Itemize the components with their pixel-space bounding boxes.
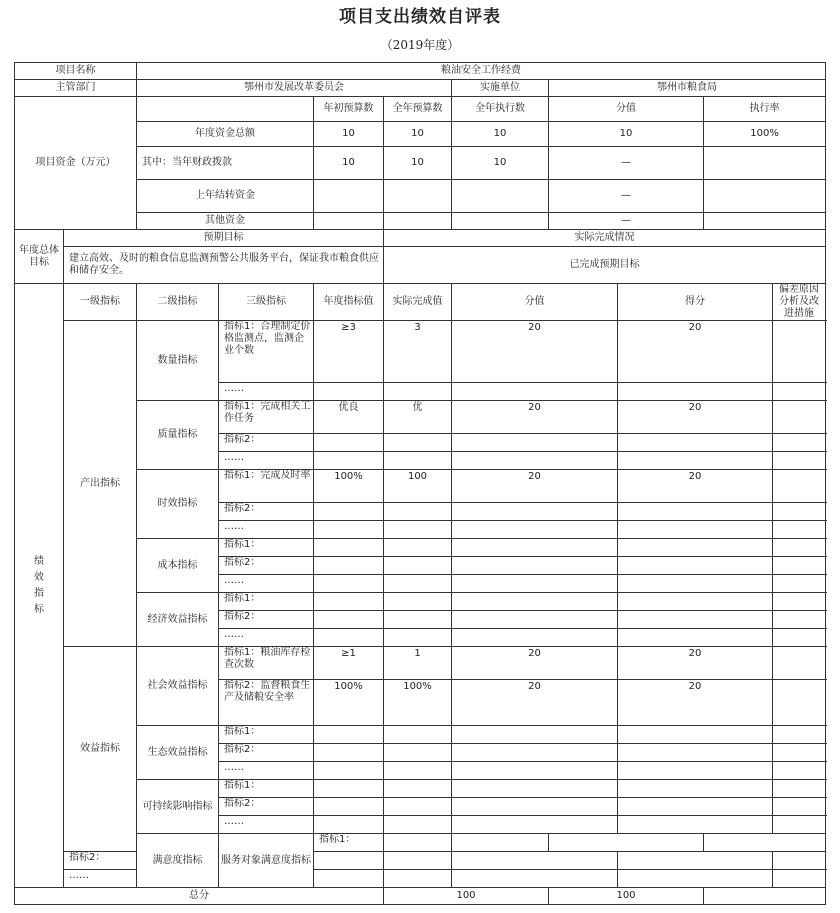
funds-value — [704, 180, 826, 213]
funds-value — [384, 180, 452, 213]
annual-target: ≥1 — [314, 647, 384, 680]
score-got — [618, 852, 773, 870]
annual-target — [314, 557, 384, 575]
funds-value — [314, 213, 384, 230]
project-name-value: 粮油安全工作经费 — [137, 63, 826, 80]
score-value — [452, 852, 618, 870]
actual-value — [384, 780, 452, 798]
expected-label: 预期目标 — [64, 230, 384, 247]
funds-value: — — [549, 180, 704, 213]
score-got — [618, 452, 773, 470]
perf-header: 得分 — [618, 284, 773, 321]
level3-indicator: 指标1：合理制定价格监测点，监测企业个数 — [219, 321, 314, 383]
total-note — [704, 888, 826, 905]
annual-target — [314, 521, 384, 539]
deviation-note — [773, 780, 826, 798]
level3-indicator: …… — [219, 629, 314, 647]
actual-value: 100% — [384, 680, 452, 726]
actual-value — [384, 452, 452, 470]
annual-target — [384, 834, 452, 852]
annual-target — [314, 503, 384, 521]
perf-header: 分值 — [452, 284, 618, 321]
deviation-note — [773, 611, 826, 629]
table-row — [15, 230, 826, 247]
deviation-note — [773, 593, 826, 611]
level3-indicator: 指标1： — [219, 593, 314, 611]
funds-value: — — [549, 147, 704, 180]
table-row — [15, 247, 826, 284]
annual-target — [314, 726, 384, 744]
annual-target — [314, 852, 384, 870]
perf-header: 年度指标值 — [314, 284, 384, 321]
deviation-note — [773, 383, 826, 401]
annual-target — [314, 816, 384, 834]
deviation-note — [773, 680, 826, 726]
level3-indicator: …… — [219, 816, 314, 834]
score-got — [618, 762, 773, 780]
funds-value: 10 — [452, 122, 549, 147]
table-row — [15, 401, 826, 434]
table-row — [15, 870, 826, 888]
level3-indicator: 指标2： — [64, 852, 137, 870]
table-row — [15, 180, 826, 213]
score-got — [618, 503, 773, 521]
actual-value — [384, 575, 452, 593]
score-value: 20 — [452, 401, 618, 434]
funds-row-label: 年度资金总额 — [137, 122, 314, 147]
score-got — [618, 798, 773, 816]
perf-header: 偏差原因分析及改进措施 — [773, 284, 826, 321]
total-score-value: 100 — [384, 888, 549, 905]
level3-indicator: 指标1： — [219, 726, 314, 744]
table-row — [15, 593, 826, 611]
actual-value — [384, 521, 452, 539]
deviation-note — [773, 762, 826, 780]
score-value — [452, 780, 618, 798]
funds-value: — — [549, 213, 704, 230]
table-row — [15, 539, 826, 557]
score-value — [452, 452, 618, 470]
score-got — [618, 434, 773, 452]
actual-value — [384, 611, 452, 629]
annual-target — [314, 452, 384, 470]
actual-value — [452, 834, 549, 852]
actual-value: 1 — [384, 647, 452, 680]
deviation-note — [773, 647, 826, 680]
level3-indicator: …… — [219, 452, 314, 470]
actual-value — [384, 744, 452, 762]
deviation-note — [773, 816, 826, 834]
level3-indicator: 指标2： — [219, 503, 314, 521]
score-got — [618, 629, 773, 647]
level3-indicator: …… — [219, 521, 314, 539]
deviation-note — [773, 503, 826, 521]
table-row — [15, 63, 826, 80]
annual-target — [314, 780, 384, 798]
funds-value: 10 — [549, 122, 704, 147]
score-got — [704, 834, 826, 852]
funds-col-header: 全年执行数 — [452, 97, 549, 122]
funds-value: 10 — [384, 147, 452, 180]
score-value — [452, 798, 618, 816]
score-value — [452, 575, 618, 593]
annual-target — [314, 434, 384, 452]
annual-target — [314, 575, 384, 593]
score-value — [452, 870, 618, 888]
actual-label: 实际完成情况 — [384, 230, 826, 247]
level1-indicator: 效益指标 — [64, 647, 137, 852]
deviation-note — [773, 575, 826, 593]
dept-label: 主管部门 — [15, 80, 137, 97]
funds-row-label: 上年结转资金 — [137, 180, 314, 213]
actual-value — [384, 503, 452, 521]
score-got — [618, 593, 773, 611]
score-value — [452, 816, 618, 834]
funds-row-label: 其他资金 — [137, 213, 314, 230]
score-got: 20 — [618, 680, 773, 726]
funds-col-header: 分值 — [549, 97, 704, 122]
deviation-note — [773, 401, 826, 434]
deviation-note — [773, 852, 826, 870]
level3-indicator: 指标1：粮油库存检查次数 — [219, 647, 314, 680]
table-row — [15, 213, 826, 230]
actual-value: 优 — [384, 401, 452, 434]
table-row — [15, 726, 826, 744]
deviation-note — [773, 521, 826, 539]
level3-indicator: 指标2：监督粮食生产及储粮安全率 — [219, 680, 314, 726]
annual-target: 100% — [314, 680, 384, 726]
score-value — [452, 611, 618, 629]
level2-indicator: 数量指标 — [137, 321, 219, 401]
score-got — [618, 726, 773, 744]
score-value: 20 — [452, 470, 618, 503]
project-name-label: 项目名称 — [15, 63, 137, 80]
deviation-note — [773, 557, 826, 575]
deviation-note — [773, 798, 826, 816]
score-got: 20 — [618, 647, 773, 680]
score-value: 20 — [452, 321, 618, 383]
total-label: 总分 — [15, 888, 384, 905]
annual-target: 100% — [314, 470, 384, 503]
level1-indicator: 满意度指标 — [137, 834, 219, 888]
annual-target — [314, 870, 384, 888]
perf-header: 实际完成值 — [384, 284, 452, 321]
actual-value — [384, 557, 452, 575]
level3-indicator: 指标2： — [219, 611, 314, 629]
score-value — [452, 434, 618, 452]
perf-header: 二级指标 — [137, 284, 219, 321]
table-row — [15, 647, 826, 680]
deviation-note — [773, 434, 826, 452]
actual-value — [384, 434, 452, 452]
annual-target: 优良 — [314, 401, 384, 434]
score-got — [618, 870, 773, 888]
score-value — [452, 726, 618, 744]
table-row — [15, 470, 826, 503]
level2-indicator: 质量指标 — [137, 401, 219, 470]
actual-result: 已完成预期目标 — [384, 247, 826, 284]
deviation-note — [773, 470, 826, 503]
annual-target — [314, 611, 384, 629]
annual-target: ≥3 — [314, 321, 384, 383]
score-got — [618, 611, 773, 629]
level1-indicator: 产出指标 — [64, 321, 137, 647]
funds-value — [704, 147, 826, 180]
score-value — [452, 557, 618, 575]
funds-col-header: 执行率 — [704, 97, 826, 122]
actual-value — [384, 870, 452, 888]
annual-target — [314, 744, 384, 762]
expected-goal: 建立高效、及时的粮食信息监测预警公共服务平台，保证我市粮食供应和储存安全。 — [64, 247, 384, 284]
level2-indicator: 服务对象满意度指标 — [219, 834, 314, 888]
funds-value: 100% — [704, 122, 826, 147]
level3-indicator: 指标1： — [219, 780, 314, 798]
level3-indicator: 指标1： — [219, 539, 314, 557]
level3-indicator: 指标1： — [314, 834, 384, 852]
score-value: 20 — [452, 680, 618, 726]
deviation-note — [773, 726, 826, 744]
perf-label — [15, 284, 64, 888]
funds-value — [384, 213, 452, 230]
score-value — [452, 503, 618, 521]
level3-indicator: 指标2： — [219, 434, 314, 452]
table-row — [15, 284, 826, 321]
score-got — [618, 521, 773, 539]
perf-label-text: 绩效指标 — [34, 555, 44, 615]
score-value — [452, 629, 618, 647]
actual-value — [384, 539, 452, 557]
score-got — [618, 383, 773, 401]
score-got — [618, 539, 773, 557]
page-subtitle: （2019年度） — [380, 38, 460, 52]
funds-label: 项目资金（万元） — [15, 97, 137, 230]
score-value — [452, 521, 618, 539]
table-row — [15, 80, 826, 97]
score-value — [452, 539, 618, 557]
score-got: 20 — [618, 321, 773, 383]
funds-value — [704, 213, 826, 230]
actual-value — [384, 383, 452, 401]
level3-indicator: 指标1：完成及时率 — [219, 470, 314, 503]
score-value — [452, 744, 618, 762]
funds-value: 10 — [314, 147, 384, 180]
annual-target — [314, 383, 384, 401]
funds-value — [452, 213, 549, 230]
level3-indicator: …… — [64, 870, 137, 888]
funds-row-label: 其中：当年财政拨款 — [137, 147, 314, 180]
funds-col-header: 全年预算数 — [384, 97, 452, 122]
deviation-note — [773, 744, 826, 762]
level2-indicator: 社会效益指标 — [137, 647, 219, 726]
deviation-note — [773, 539, 826, 557]
level3-indicator: 指标2： — [219, 798, 314, 816]
annual-target — [314, 539, 384, 557]
score-value — [452, 383, 618, 401]
level3-indicator: 指标1：完成相关工作任务 — [219, 401, 314, 434]
score-value — [549, 834, 704, 852]
score-got: 20 — [618, 401, 773, 434]
level2-indicator: 经济效益指标 — [137, 593, 219, 647]
funds-col-header: 年初预算数 — [314, 97, 384, 122]
level2-indicator: 可持续影响指标 — [137, 780, 219, 834]
table-row — [15, 780, 826, 798]
level3-indicator: 指标2： — [219, 557, 314, 575]
score-got: 20 — [618, 470, 773, 503]
actual-value — [384, 726, 452, 744]
score-got — [618, 575, 773, 593]
perf-header: 一级指标 — [64, 284, 137, 321]
level3-indicator: …… — [219, 762, 314, 780]
actual-value — [384, 629, 452, 647]
annual-target — [314, 593, 384, 611]
annual-target — [314, 629, 384, 647]
funds-value — [314, 180, 384, 213]
score-got — [618, 816, 773, 834]
actual-value — [384, 762, 452, 780]
total-score-got: 100 — [549, 888, 704, 905]
score-got — [618, 744, 773, 762]
table-row — [15, 888, 826, 905]
deviation-note — [773, 870, 826, 888]
deviation-note — [773, 452, 826, 470]
level2-indicator: 时效指标 — [137, 470, 219, 539]
level2-indicator: 生态效益指标 — [137, 726, 219, 780]
table-row — [15, 321, 826, 383]
actual-value: 100 — [384, 470, 452, 503]
actual-value — [384, 593, 452, 611]
impl-label: 实施单位 — [452, 80, 549, 97]
impl-value: 鄂州市粮食局 — [549, 80, 826, 97]
actual-value — [384, 852, 452, 870]
evaluation-table — [14, 62, 826, 905]
actual-value: 3 — [384, 321, 452, 383]
score-value — [452, 762, 618, 780]
score-got — [618, 557, 773, 575]
goals-label: 年度总体目标 — [15, 230, 64, 284]
funds-value: 10 — [384, 122, 452, 147]
actual-value — [384, 798, 452, 816]
deviation-note — [773, 321, 826, 383]
level3-indicator: …… — [219, 383, 314, 401]
level3-indicator: 指标2： — [219, 744, 314, 762]
table-row — [15, 852, 826, 870]
funds-value: 10 — [452, 147, 549, 180]
score-got — [618, 780, 773, 798]
table-row — [15, 834, 826, 852]
score-value: 20 — [452, 647, 618, 680]
page-title: 项目支出绩效自评表 — [339, 7, 501, 27]
funds-value — [452, 180, 549, 213]
deviation-note — [773, 629, 826, 647]
perf-header: 三级指标 — [219, 284, 314, 321]
dept-value: 鄂州市发展改革委员会 — [137, 80, 452, 97]
table-row — [15, 97, 826, 122]
level2-indicator: 成本指标 — [137, 539, 219, 593]
score-value — [452, 593, 618, 611]
annual-target — [314, 798, 384, 816]
table-row — [15, 122, 826, 147]
actual-value — [384, 816, 452, 834]
level3-indicator: …… — [219, 575, 314, 593]
annual-target — [314, 762, 384, 780]
funds-value: 10 — [314, 122, 384, 147]
table-row — [15, 147, 826, 180]
funds-blank-corner — [137, 97, 314, 122]
